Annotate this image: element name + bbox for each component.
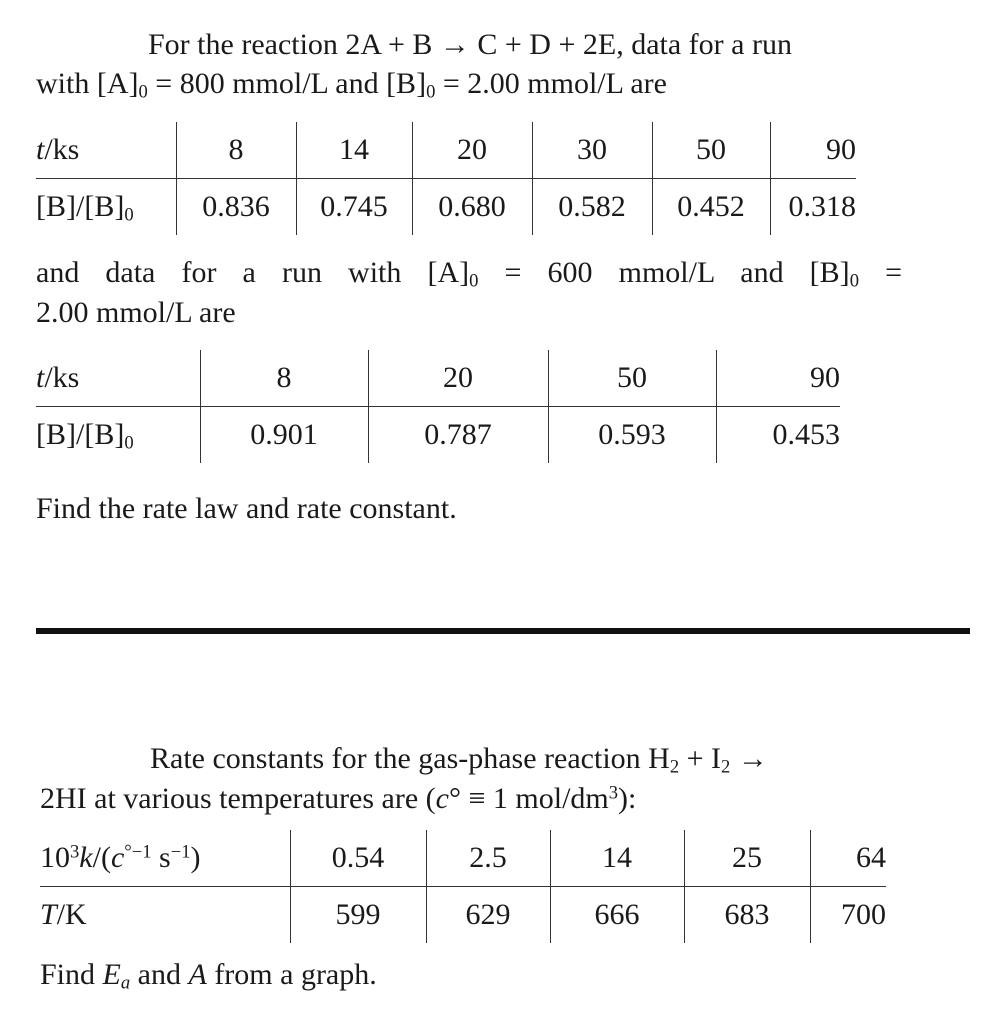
table-row <box>40 887 886 944</box>
table-cell: 599 <box>290 887 426 944</box>
table-cell: 0.836 <box>176 179 296 236</box>
problem2-intro-line1: Rate constants for the gas-phase reaction $H_2 + I_2$ → <box>150 742 768 778</box>
table-cell: 25 <box>684 830 810 887</box>
table-cell: 700 <box>810 887 886 944</box>
row-label-time: t/ks <box>36 350 200 407</box>
table-cell: 666 <box>550 887 684 944</box>
section-divider <box>36 628 970 634</box>
table-row <box>40 830 886 887</box>
table-cell: 0.452 <box>652 179 770 236</box>
table-cell: 2.5 <box>426 830 550 887</box>
table-cell: 0.901 <box>200 407 368 464</box>
row-label-concentration-ratio: $[B]/[B]_0$ <box>36 190 134 226</box>
data-table-run2 <box>36 350 840 463</box>
problem1-intro2-line2: 2.00 mmol/L are <box>36 296 236 329</box>
table-cell: 20 <box>412 122 532 179</box>
table-cell: 14 <box>296 122 412 179</box>
table-cell: 0.787 <box>368 407 548 464</box>
row-label-concentration-ratio: $[B]/[B]_0$ <box>36 418 134 454</box>
table-cell: 0.593 <box>548 407 716 464</box>
row-label-rate-constant: $10^3k/(c^{^\circ-1}$ $s^{-1}$) <box>40 830 290 887</box>
row-label-time: t/ks <box>36 122 176 179</box>
table-cell: 50 <box>548 350 716 407</box>
table-cell: 8 <box>200 350 368 407</box>
table-cell: 50 <box>652 122 770 179</box>
table-cell: 8 <box>176 122 296 179</box>
table-cell: 0.318 <box>770 179 856 236</box>
row-label-temperature: T/K <box>40 898 87 931</box>
table-cell: 64 <box>810 830 886 887</box>
problem1-intro2-line1: and data for a run with $[A]_0 = 600$ mmol/L and $[B]_0$ = <box>36 256 902 292</box>
problem1-intro-line1: For the reaction 2A + B → C + D + 2E, data for a run <box>148 28 792 61</box>
problem2-intro-line2: 2HI at various temperatures are (c° ≡ 1 mol/$dm^3$): <box>40 782 637 815</box>
table-cell: 0.745 <box>296 179 412 236</box>
table-row <box>36 122 856 179</box>
table-cell: 0.582 <box>532 179 652 236</box>
problem1-intro-line2: with $[A]_0 = 800$ mmol/L and $[B]_0 = 2.00$ mmol/L are <box>36 67 667 103</box>
table-cell: 90 <box>770 122 856 179</box>
table-cell: 0.680 <box>412 179 532 236</box>
table-row <box>36 350 840 407</box>
table-row <box>36 407 840 464</box>
data-table-run1 <box>36 122 856 235</box>
rate-constant-table <box>40 830 886 943</box>
problem2-question: Find $E_a$ and A from a graph. <box>40 958 377 994</box>
table-cell: 30 <box>532 122 652 179</box>
table-cell: 90 <box>716 350 840 407</box>
table-cell: 629 <box>426 887 550 944</box>
table-cell: 683 <box>684 887 810 944</box>
problem1-question: Find the rate law and rate constant. <box>36 492 457 525</box>
table-cell: 0.453 <box>716 407 840 464</box>
table-cell: 0.54 <box>290 830 426 887</box>
table-cell: 20 <box>368 350 548 407</box>
table-row <box>36 179 856 236</box>
table-cell: 14 <box>550 830 684 887</box>
